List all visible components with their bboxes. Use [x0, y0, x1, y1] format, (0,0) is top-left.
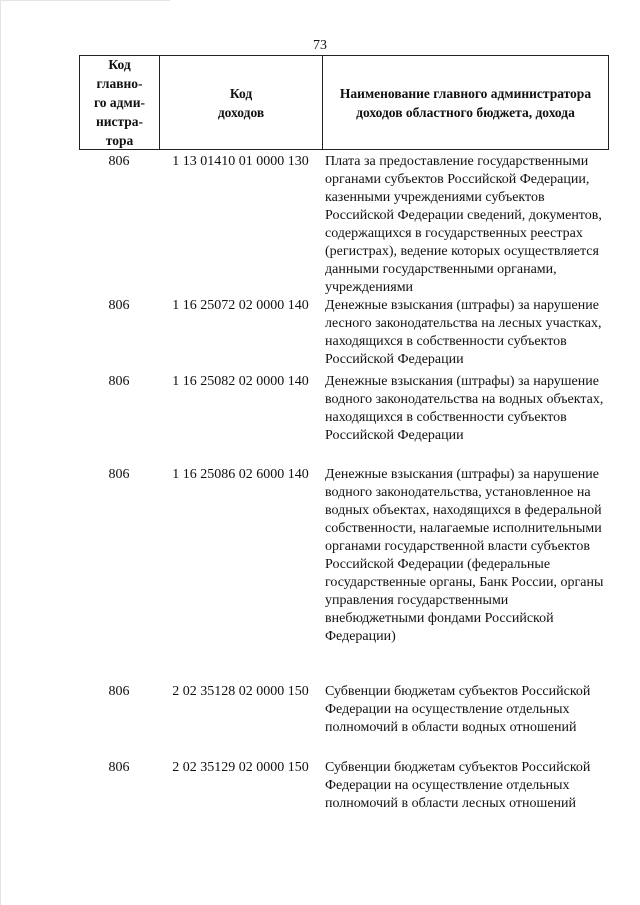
income-name-cell: Денежные взыскания (штрафы) за нарушение лесного законодательства на лесных участках, находящихся в собственности субъектов Российской Федерации	[325, 298, 602, 367]
page-number: 73	[313, 38, 327, 53]
scan-top-line	[0, 0, 170, 1]
scan-edge-line	[0, 0, 1, 905]
admin-code-cell: 806	[108, 760, 130, 775]
admin-code-cell: 806	[108, 684, 130, 699]
admin-code-cell: 806	[108, 374, 130, 389]
header-admin-code-text: Код главно-го адми-нистра-тора	[94, 57, 145, 148]
income-name-cell: Плата за предоставление государственными органами субъектов Российской Федерации, казенными учреждениями субъектов Российской Федерации сведений, документов, содержащихся в государственных реестрах (регистрах), ведение которых осуществляется данными государственными органами, учреждениями	[325, 154, 602, 295]
income-name-cell: Денежные взыскания (штрафы) за нарушение водного законодательства, установленное на водных объектах, находящихся в федеральной собственности, налагаемые исполнительными органами государственной власти субъектов Российской Федерации (федеральные государственные органы, Банк России, органы управления государственными внебюджетными фондами Российской Федерации)	[325, 467, 604, 644]
income-code-cell: 1 13 01410 01 0000 130	[172, 154, 309, 169]
income-code-cell: 2 02 35128 02 0000 150	[172, 684, 309, 699]
admin-code-cell: 806	[108, 298, 130, 313]
table-header	[79, 55, 609, 150]
admin-code-cell: 806	[108, 467, 130, 482]
header-admin-code	[80, 56, 160, 149]
income-code-cell: 1 16 25072 02 0000 140	[172, 298, 309, 313]
income-name-cell: Субвенции бюджетам субъектов Российской Федерации на осуществление отдельных полномочий в области водных отношений	[325, 684, 591, 735]
header-name-text: Наименование главного администратора доходов областного бюджета, дохода	[339, 85, 592, 120]
admin-code-cell: 806	[108, 154, 130, 169]
header-income-code-text: Код доходов	[217, 85, 265, 120]
income-name-cell: Субвенции бюджетам субъектов Российской Федерации на осуществление отдельных полномочий в области лесных отношений	[325, 760, 591, 811]
income-code-cell: 2 02 35129 02 0000 150	[172, 760, 309, 775]
header-name	[323, 56, 608, 149]
income-code-cell: 1 16 25082 02 0000 140	[172, 374, 309, 389]
header-income-code	[160, 56, 323, 149]
income-name-cell: Денежные взыскания (штрафы) за нарушение водного законодательства на водных объектах, находящихся в собственности субъектов Российской Федерации	[325, 374, 604, 443]
income-code-cell: 1 16 25086 02 6000 140	[172, 467, 309, 482]
